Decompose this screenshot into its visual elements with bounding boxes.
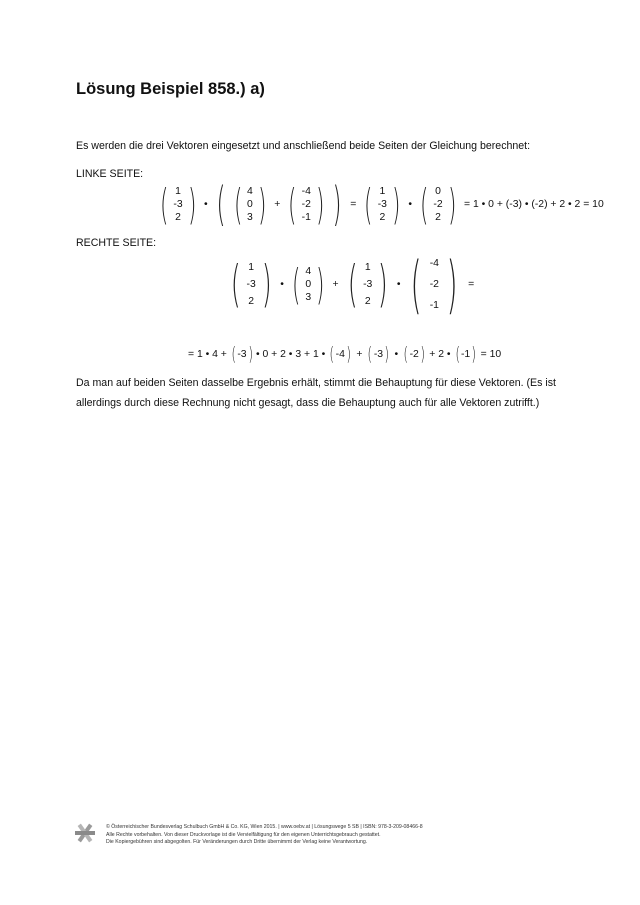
vector-a-right-x: 1 bbox=[248, 261, 255, 273]
vector-b-y: 0 bbox=[247, 198, 253, 210]
vector-b-right-x: 4 bbox=[305, 265, 312, 277]
vector-a-z: 2 bbox=[175, 211, 181, 223]
vector-d-x: 0 bbox=[435, 185, 441, 197]
result-part-1: = 1 • 4 + bbox=[188, 348, 227, 360]
vector-d: ( 0 -2 2 ) bbox=[420, 179, 456, 229]
vector-a-right-2-x: 1 bbox=[364, 261, 371, 273]
vector-a-copy-y: -3 bbox=[377, 198, 387, 210]
intro-text: Es werden die drei Vektoren eingesetzt und anschließend beide Seiten der Gleichung berechnet: bbox=[76, 140, 531, 152]
right-side-label: RECHTE SEITE: bbox=[76, 237, 157, 249]
vector-a-copy-z: 2 bbox=[379, 211, 386, 223]
vector-c-right-z: -1 bbox=[429, 299, 439, 311]
footer-copyright: © Österreichischer Bundesverlag Schulbuch GmbH & Co. KG, Wien 2015. | www.oebv.at | Lösungswege 5 SB | ISBN: 978-3-209-08466-8 bbox=[106, 824, 423, 830]
vector-b-z: 3 bbox=[247, 211, 253, 223]
result-part-2: • 0 + 2 • 3 + 1 • bbox=[255, 348, 326, 360]
vector-a-right-y: -3 bbox=[246, 278, 256, 290]
vector-b-right: ( 4 0 3 ) bbox=[292, 259, 325, 309]
vector-b-right-z: 3 bbox=[305, 291, 312, 303]
vector-a-x: 1 bbox=[175, 185, 181, 197]
conclusion-line-1: Da man auf beiden Seiten dasselbe Ergebnis erhält, stimmt die Behauptung für diese Vektoren. (Es ist bbox=[76, 377, 556, 389]
result-neg-3: -3 bbox=[373, 348, 384, 360]
left-side-result: = 1 • 0 + (-3) • (-2) + 2 • 2 = 10 bbox=[464, 198, 604, 210]
left-side-label: LINKE SEITE: bbox=[76, 168, 144, 180]
vector-a-right-2-y: -3 bbox=[363, 278, 373, 290]
vector-b-right-y: 0 bbox=[305, 278, 312, 290]
vector-c-right: ( -4 -2 -1 ) bbox=[411, 247, 458, 321]
dot-operator: • bbox=[280, 278, 284, 290]
result-neg-1: -3 bbox=[237, 348, 247, 360]
vector-a-right-2-z: 2 bbox=[364, 295, 371, 307]
vector-c-right-x: -4 bbox=[429, 257, 439, 269]
result-neg-5: -1 bbox=[460, 348, 471, 360]
vector-c: ( -4 -2 -1 ) bbox=[288, 179, 325, 229]
equals-operator: = bbox=[468, 278, 475, 290]
vector-c-z: -1 bbox=[301, 211, 311, 223]
conclusion-line-2: allerdings durch diese Rechnung nicht gesagt, dass die Behauptung auch für alle Vektoren zutrifft.) bbox=[76, 397, 540, 409]
vector-a-copy-x: 1 bbox=[379, 185, 386, 197]
vector-a-right-z: 2 bbox=[248, 295, 255, 307]
result-neg-4: -2 bbox=[409, 348, 419, 360]
vector-a-y: -3 bbox=[173, 198, 183, 210]
right-side-equation bbox=[226, 247, 478, 321]
footer bbox=[106, 824, 423, 847]
oebv-logo-icon bbox=[74, 822, 96, 844]
vector-b: ( 4 0 3 ) bbox=[233, 179, 267, 229]
equals-operator: = bbox=[350, 198, 357, 210]
dot-operator: • bbox=[408, 198, 412, 210]
result-part-6: = 10 bbox=[480, 348, 502, 360]
vector-a-copy: ( 1 -3 2 ) bbox=[364, 179, 401, 229]
right-side-result: = 1 • 4 + ( -3 ) • 0 + 2 • 3 + 1 • ( -4 ) + ( -3 ) • ( -2 ) + 2 • ( -1 ) = 10 bbox=[188, 343, 502, 365]
vector-c-y: -2 bbox=[301, 198, 311, 210]
footer-disclaimer: Die Kopiergebühren sind abgegolten. Für Veränderungen durch Dritte übernimmt der Verlag keine Verantwortung. bbox=[106, 839, 368, 846]
left-side-equation: ( 1 -3 2 ) • ( ( 4 0 3 ) + ( -4 -2 -1 ) ) = ( 1 -3 2 ) • ( 0 -2 2 ) = 1 • 0 + (-3) • (-2) + 2 • 2 = 10 bbox=[156, 186, 604, 222]
page-title: Lösung Beispiel 858.) a) bbox=[76, 80, 265, 98]
vector-c-x: -4 bbox=[301, 185, 311, 197]
footer-rights: Alle Rechte vorbehalten. Von dieser Druckvorlage ist die Vervielfältigung für den eigenen Unterrichtsgebrauch gestattet. bbox=[106, 831, 381, 838]
vector-b-x: 4 bbox=[247, 185, 253, 197]
result-part-5: + 2 • bbox=[429, 348, 451, 360]
dot-operator: • bbox=[204, 198, 208, 210]
result-part-3: + bbox=[356, 348, 363, 360]
plus-operator: + bbox=[332, 278, 339, 290]
vector-a-right: ( 1 -3 2 ) bbox=[230, 255, 272, 313]
vector-d-y: -2 bbox=[433, 198, 443, 210]
plus-operator: + bbox=[274, 198, 281, 210]
vector-a-right-2: ( 1 -3 2 ) bbox=[347, 255, 388, 313]
result-part-4: • bbox=[394, 348, 399, 360]
vector-c-right-y: -2 bbox=[429, 278, 439, 290]
vector-d-z: 2 bbox=[435, 211, 441, 223]
vector-a: ( 1 -3 2 ) bbox=[160, 179, 196, 229]
dot-operator: • bbox=[396, 278, 401, 290]
result-neg-2: -4 bbox=[335, 348, 345, 360]
